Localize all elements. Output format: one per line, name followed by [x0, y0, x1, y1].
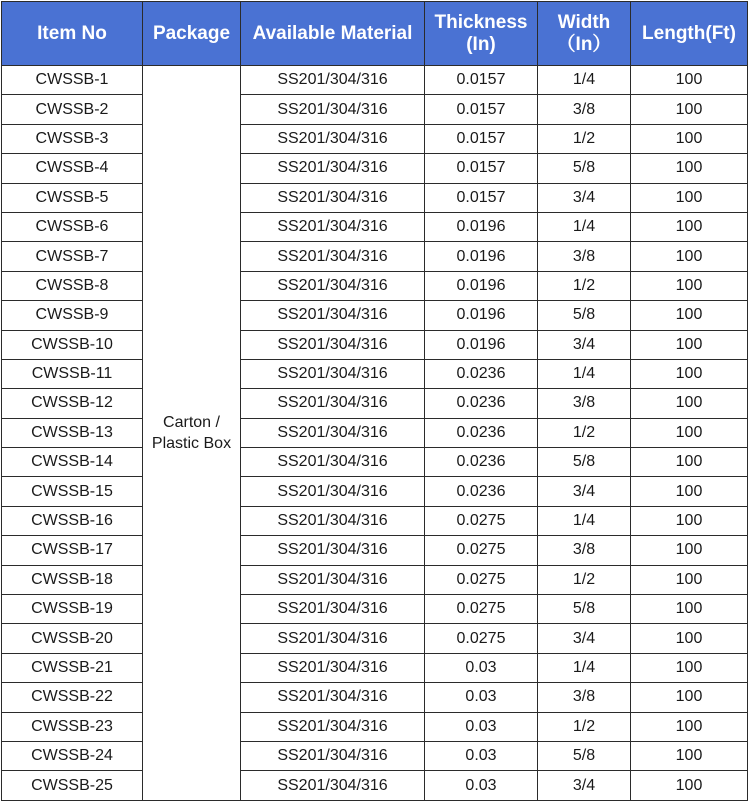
spec-table	[1, 1, 748, 801]
header-length: Length(Ft)	[631, 2, 748, 66]
length-cell: 100	[631, 448, 748, 477]
thickness-cell: 0.03	[425, 771, 538, 800]
thickness-cell: 0.0275	[425, 595, 538, 624]
material-cell: SS201/304/316	[241, 330, 425, 359]
item-no-cell: CWSSB-5	[2, 183, 143, 212]
length-cell: 100	[631, 183, 748, 212]
length-cell: 100	[631, 418, 748, 447]
length-cell: 100	[631, 624, 748, 653]
item-no-cell: CWSSB-25	[2, 771, 143, 800]
thickness-cell: 0.0196	[425, 301, 538, 330]
material-cell: SS201/304/316	[241, 183, 425, 212]
table-row	[2, 506, 748, 535]
item-no-cell: CWSSB-16	[2, 506, 143, 535]
item-no-cell: CWSSB-10	[2, 330, 143, 359]
item-no-cell: CWSSB-24	[2, 741, 143, 770]
length-cell: 100	[631, 212, 748, 241]
material-cell: SS201/304/316	[241, 389, 425, 418]
length-cell: 100	[631, 683, 748, 712]
width-cell: 3/4	[538, 183, 631, 212]
table-header	[2, 2, 748, 66]
length-cell: 100	[631, 154, 748, 183]
table-row	[2, 418, 748, 447]
thickness-cell: 0.0157	[425, 183, 538, 212]
package-cell: Carton / Plastic Box	[143, 66, 241, 801]
item-no-cell: CWSSB-1	[2, 66, 143, 95]
width-cell: 1/4	[538, 506, 631, 535]
length-cell: 100	[631, 95, 748, 124]
material-cell: SS201/304/316	[241, 595, 425, 624]
table-row	[2, 183, 748, 212]
table-row	[2, 301, 748, 330]
thickness-cell: 0.0196	[425, 271, 538, 300]
table-row	[2, 741, 748, 770]
item-no-cell: CWSSB-4	[2, 154, 143, 183]
length-cell: 100	[631, 242, 748, 271]
item-no-cell: CWSSB-20	[2, 624, 143, 653]
header-row	[2, 2, 748, 66]
table-row	[2, 683, 748, 712]
thickness-cell: 0.0157	[425, 154, 538, 183]
table-row	[2, 242, 748, 271]
width-cell: 1/4	[538, 66, 631, 95]
material-cell: SS201/304/316	[241, 477, 425, 506]
material-cell: SS201/304/316	[241, 95, 425, 124]
item-no-cell: CWSSB-18	[2, 565, 143, 594]
item-no-cell: CWSSB-13	[2, 418, 143, 447]
width-cell: 5/8	[538, 595, 631, 624]
thickness-cell: 0.0236	[425, 418, 538, 447]
length-cell: 100	[631, 506, 748, 535]
table-row	[2, 389, 748, 418]
thickness-cell: 0.0236	[425, 448, 538, 477]
item-no-cell: CWSSB-12	[2, 389, 143, 418]
width-cell: 1/4	[538, 653, 631, 682]
width-cell: 5/8	[538, 301, 631, 330]
material-cell: SS201/304/316	[241, 506, 425, 535]
table-row	[2, 771, 748, 800]
material-cell: SS201/304/316	[241, 624, 425, 653]
item-no-cell: CWSSB-2	[2, 95, 143, 124]
item-no-cell: CWSSB-3	[2, 124, 143, 153]
length-cell: 100	[631, 712, 748, 741]
table-row	[2, 154, 748, 183]
material-cell: SS201/304/316	[241, 683, 425, 712]
material-cell: SS201/304/316	[241, 301, 425, 330]
table-row	[2, 124, 748, 153]
length-cell: 100	[631, 771, 748, 800]
table-row	[2, 712, 748, 741]
width-cell: 3/8	[538, 389, 631, 418]
width-cell: 3/8	[538, 242, 631, 271]
table-body	[2, 66, 748, 801]
header-item-no: Item No	[2, 2, 143, 66]
table-row	[2, 448, 748, 477]
material-cell: SS201/304/316	[241, 565, 425, 594]
length-cell: 100	[631, 359, 748, 388]
thickness-cell: 0.0275	[425, 565, 538, 594]
thickness-cell: 0.0196	[425, 330, 538, 359]
table-row	[2, 212, 748, 241]
table-row	[2, 66, 748, 95]
table-row	[2, 330, 748, 359]
length-cell: 100	[631, 271, 748, 300]
thickness-cell: 0.0196	[425, 242, 538, 271]
material-cell: SS201/304/316	[241, 124, 425, 153]
thickness-cell: 0.0236	[425, 477, 538, 506]
width-cell: 3/4	[538, 624, 631, 653]
length-cell: 100	[631, 66, 748, 95]
width-cell: 1/2	[538, 418, 631, 447]
width-cell: 5/8	[538, 154, 631, 183]
thickness-cell: 0.0157	[425, 95, 538, 124]
width-cell: 1/4	[538, 212, 631, 241]
thickness-cell: 0.0275	[425, 506, 538, 535]
item-no-cell: CWSSB-17	[2, 536, 143, 565]
table-row	[2, 624, 748, 653]
item-no-cell: CWSSB-9	[2, 301, 143, 330]
table-row	[2, 653, 748, 682]
width-cell: 1/2	[538, 565, 631, 594]
thickness-cell: 0.0275	[425, 536, 538, 565]
table-row	[2, 271, 748, 300]
header-thickness: Thickness (In)	[425, 2, 538, 66]
item-no-cell: CWSSB-23	[2, 712, 143, 741]
length-cell: 100	[631, 741, 748, 770]
width-cell: 1/4	[538, 359, 631, 388]
width-cell: 1/2	[538, 712, 631, 741]
thickness-cell: 0.03	[425, 683, 538, 712]
material-cell: SS201/304/316	[241, 653, 425, 682]
length-cell: 100	[631, 595, 748, 624]
item-no-cell: CWSSB-6	[2, 212, 143, 241]
length-cell: 100	[631, 124, 748, 153]
material-cell: SS201/304/316	[241, 242, 425, 271]
material-cell: SS201/304/316	[241, 271, 425, 300]
width-cell: 1/2	[538, 271, 631, 300]
thickness-cell: 0.0236	[425, 359, 538, 388]
length-cell: 100	[631, 653, 748, 682]
material-cell: SS201/304/316	[241, 712, 425, 741]
material-cell: SS201/304/316	[241, 212, 425, 241]
material-cell: SS201/304/316	[241, 359, 425, 388]
width-cell: 3/4	[538, 477, 631, 506]
thickness-cell: 0.0157	[425, 124, 538, 153]
table-row	[2, 359, 748, 388]
item-no-cell: CWSSB-22	[2, 683, 143, 712]
table-row	[2, 477, 748, 506]
material-cell: SS201/304/316	[241, 536, 425, 565]
item-no-cell: CWSSB-8	[2, 271, 143, 300]
header-material: Available Material	[241, 2, 425, 66]
length-cell: 100	[631, 389, 748, 418]
table-row	[2, 95, 748, 124]
thickness-cell: 0.0196	[425, 212, 538, 241]
width-cell: 3/8	[538, 95, 631, 124]
item-no-cell: CWSSB-7	[2, 242, 143, 271]
item-no-cell: CWSSB-11	[2, 359, 143, 388]
thickness-cell: 0.03	[425, 712, 538, 741]
table-row	[2, 595, 748, 624]
material-cell: SS201/304/316	[241, 741, 425, 770]
length-cell: 100	[631, 536, 748, 565]
width-cell: 3/8	[538, 536, 631, 565]
item-no-cell: CWSSB-21	[2, 653, 143, 682]
material-cell: SS201/304/316	[241, 66, 425, 95]
length-cell: 100	[631, 330, 748, 359]
thickness-cell: 0.0275	[425, 624, 538, 653]
length-cell: 100	[631, 565, 748, 594]
length-cell: 100	[631, 477, 748, 506]
material-cell: SS201/304/316	[241, 448, 425, 477]
thickness-cell: 0.0157	[425, 66, 538, 95]
table-row	[2, 536, 748, 565]
header-width: Width （In）	[538, 2, 631, 66]
thickness-cell: 0.0236	[425, 389, 538, 418]
width-cell: 3/4	[538, 330, 631, 359]
thickness-cell: 0.03	[425, 653, 538, 682]
width-cell: 5/8	[538, 448, 631, 477]
width-cell: 5/8	[538, 741, 631, 770]
length-cell: 100	[631, 301, 748, 330]
material-cell: SS201/304/316	[241, 154, 425, 183]
item-no-cell: CWSSB-14	[2, 448, 143, 477]
material-cell: SS201/304/316	[241, 418, 425, 447]
thickness-cell: 0.03	[425, 741, 538, 770]
item-no-cell: CWSSB-19	[2, 595, 143, 624]
material-cell: SS201/304/316	[241, 771, 425, 800]
table-row	[2, 565, 748, 594]
item-no-cell: CWSSB-15	[2, 477, 143, 506]
header-package: Package	[143, 2, 241, 66]
width-cell: 3/8	[538, 683, 631, 712]
width-cell: 1/2	[538, 124, 631, 153]
width-cell: 3/4	[538, 771, 631, 800]
